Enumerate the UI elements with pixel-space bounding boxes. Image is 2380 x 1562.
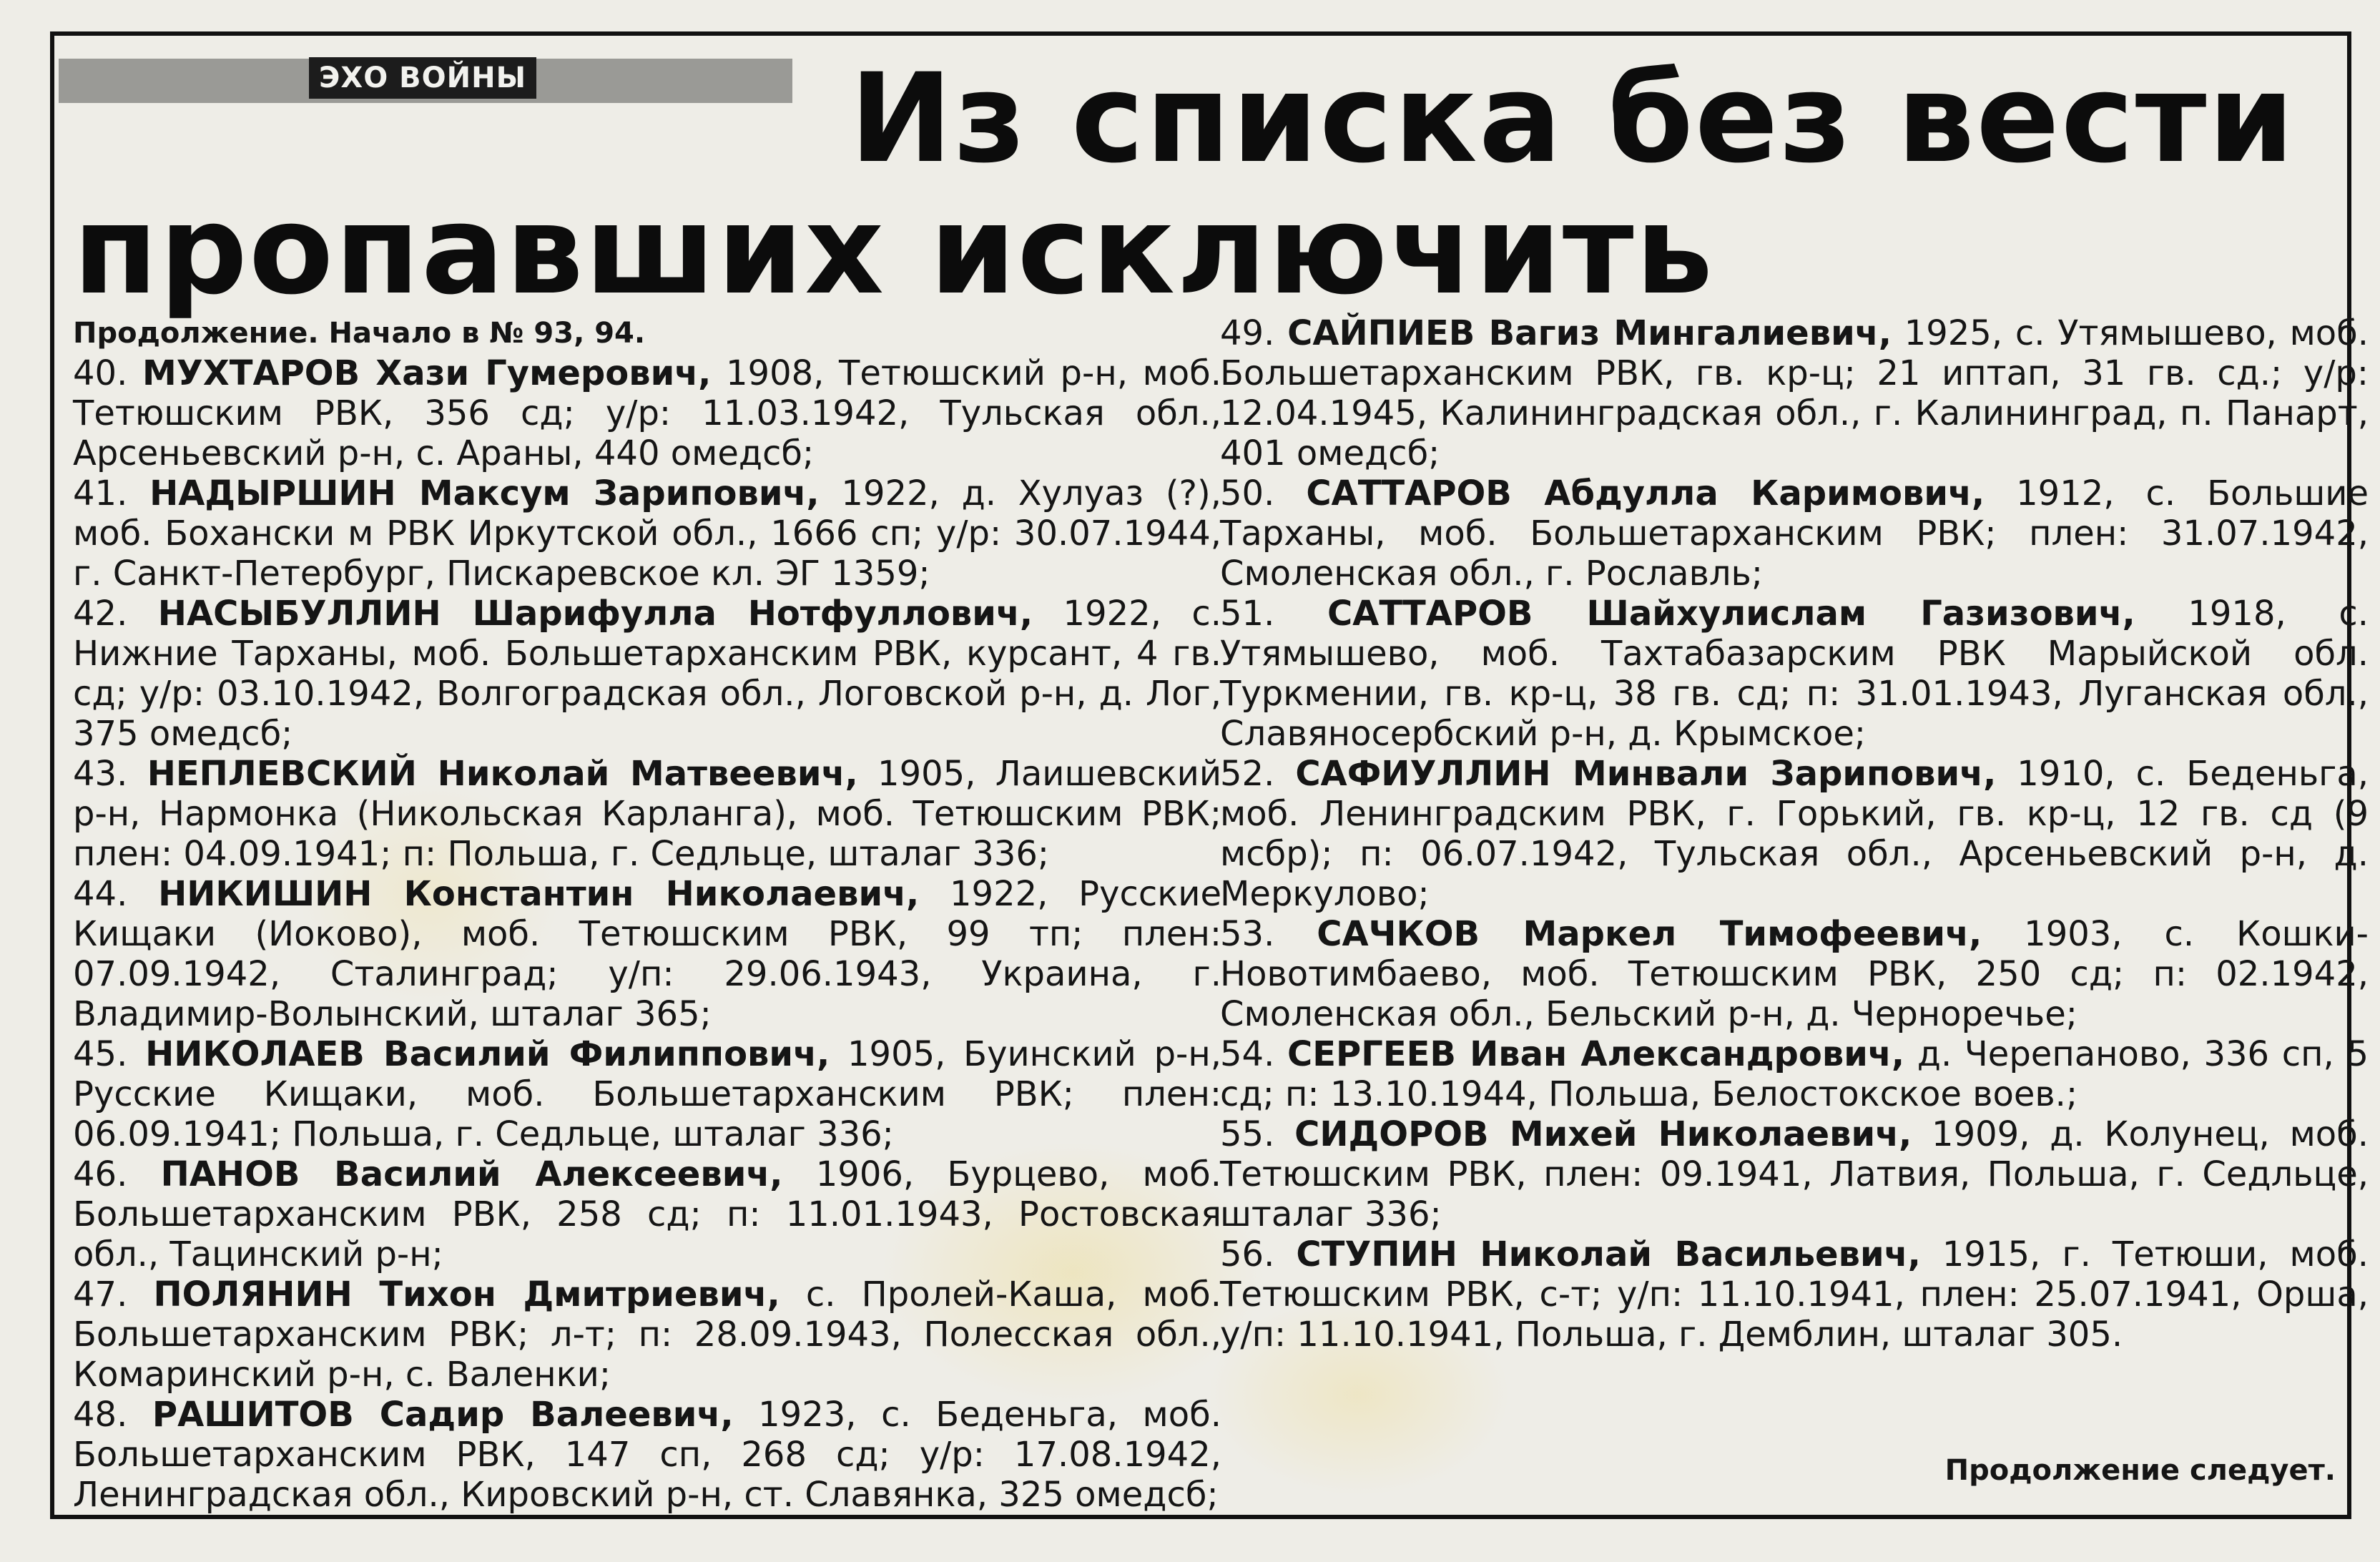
entry-40 — [73, 353, 1221, 473]
entry-50 — [1220, 473, 2369, 594]
entry-42 — [73, 594, 1221, 754]
entry-number: 42. — [73, 594, 128, 634]
entry-52 — [1220, 754, 2369, 914]
entry-number: 47. — [73, 1274, 128, 1315]
headline-line-1: Из списка без вести — [850, 46, 2296, 190]
entry-number: 51. — [1220, 594, 1275, 634]
entry-number: 41. — [73, 473, 128, 514]
entry-name: НЕПЛЕВСКИЙ Николай Матвеевич, — [147, 754, 858, 794]
entry-number: 50. — [1220, 473, 1275, 514]
entry-53 — [1220, 914, 2369, 1034]
entry-name: СТУПИН Николай Васильевич, — [1296, 1234, 1921, 1274]
entry-details: 1909, д. Колунец, моб. Тетюшским РВК, плен: 09.1941, Латвия, Польша, г. Седльце, шталаг 336; — [1220, 1114, 2369, 1234]
entry-details: 1922, Русские Кищаки (Иоково), моб. Тетюшским РВК, 99 тп; плен: 07.09.1942, Сталинград; у/п: 29.06.1943, Украина, г. Владимир-Волынский, шталаг 365; — [73, 874, 1222, 1034]
continued-note: Продолжение следует. — [1944, 1454, 2336, 1487]
entry-name: САФИУЛЛИН Минвали Зарипович, — [1295, 754, 1997, 794]
entry-54 — [1220, 1034, 2369, 1114]
entry-name: НИКОЛАЕВ Василий Филиппович, — [145, 1034, 830, 1074]
entry-44 — [73, 874, 1221, 1034]
entry-details: 1922, д. Хулуаз (?), моб. Бохански м РВК Иркутской обл., 1666 сп; у/р: 30.07.1944, г. Санкт-Петербург, Пискаревское кл. ЭГ 1359; — [73, 473, 1222, 594]
entry-name: САТТАРОВ Абдулла Каримович, — [1306, 473, 1985, 514]
entry-details: 1923, с. Беденьга, моб. Большетарханским РВК, 147 сп, 268 сд; у/р: 17.08.1942, Ленинградская обл., Кировский р-н, ст. Славянка, 325 омедсб; — [73, 1395, 1221, 1515]
entry-number: 44. — [73, 874, 128, 914]
entry-details: 1912, с. Большие Тарханы, моб. Большетарханским РВК; плен: 31.07.1942, Смоленская обл., г. Рославль; — [1220, 473, 2369, 594]
entry-number: 45. — [73, 1034, 128, 1074]
entry-details: 1905, Лаишевский р-н, Нармонка (Никольская Карланга), моб. Тетюшским РВК; плен: 04.09.1941; п: Польша, г. Седльце, шталаг 336; — [73, 754, 1222, 874]
column-right — [1220, 313, 2369, 1355]
entry-48 — [73, 1395, 1221, 1515]
entry-name: НИКИШИН Константин Николаевич, — [158, 874, 920, 914]
entry-details: 1908, Тетюшский р-н, моб. Тетюшским РВК, 356 сд; у/р: 11.03.1942, Тульская обл., Арсеньевский р-н, с. Араны, 440 омедсб; — [73, 353, 1222, 473]
entry-name: САЙПИЕВ Вагиз Мингалиевич, — [1287, 313, 1892, 353]
column-left — [73, 313, 1221, 1515]
entry-number: 43. — [73, 754, 128, 794]
entry-number: 55. — [1220, 1114, 1275, 1154]
entry-details: 1915, г. Тетюши, моб. Тетюшским РВК, с-т; у/п: 11.10.1941, плен: 25.07.1941, Орша, у/п: 11.10.1941, Польша, г. Демблин, шталаг 305. — [1220, 1234, 2369, 1355]
entry-number: 56. — [1220, 1234, 1275, 1274]
entry-details: с. Пролей-Каша, моб. Большетарханским РВК; л-т; п: 28.09.1943, Полесская обл., Комаринский р-н, с. Валенки; — [73, 1274, 1221, 1395]
entry-number: 49. — [1220, 313, 1275, 353]
entry-details: 1910, с. Беденьга, моб. Ленинградским РВК, г. Горький, гв. кр-ц, 12 гв. сд (9 мсбр); п: 06.07.1942, Тульская обл., Арсеньевский р-н, д. Меркулово; — [1220, 754, 2369, 914]
entry-number: 53. — [1220, 914, 1275, 954]
entry-name: ПОЛЯНИН Тихон Дмитриевич, — [153, 1274, 780, 1315]
entry-details: 1918, с. Утямышево, моб. Тахтабазарским РВК Марыйской обл. Туркмении, гв. кр-ц, 38 гв. сд; п: 31.01.1943, Луганская обл., Славяносербский р-н, д. Крымское; — [1220, 594, 2369, 754]
entry-45 — [73, 1034, 1221, 1154]
entry-name: СЕРГЕЕВ Иван Александрович, — [1287, 1034, 1905, 1074]
entry-details: 1905, Буинский р-н, Русские Кищаки, моб. Большетарханским РВК; плен: 06.09.1941; Польша, г. Седльце, шталаг 336; — [73, 1034, 1222, 1154]
entry-details: 1925, с. Утямышево, моб. Большетарханским РВК, гв. кр-ц; 21 иптап, 31 гв. сд.; у/р: 12.04.1945, Калининградская обл., г. Калининград, п. Панарт, 401 омедсб; — [1220, 313, 2369, 473]
entry-47 — [73, 1274, 1221, 1395]
entry-details: 1906, Бурцево, моб. Большетарханским РВК, 258 сд; п: 11.01.1943, Ростовская обл., Тацинский р-н; — [73, 1154, 1221, 1274]
entry-number: 48. — [73, 1395, 128, 1435]
entry-55 — [1220, 1114, 2369, 1234]
entry-number: 46. — [73, 1154, 128, 1194]
intro-note: Продолжение. Начало в № 93, 94. — [73, 317, 646, 350]
entry-46 — [73, 1154, 1221, 1274]
entry-number: 54. — [1220, 1034, 1275, 1074]
entry-name: САТТАРОВ Шайхулислам Газизович, — [1327, 594, 2135, 634]
entry-name: НАСЫБУЛЛИН Шарифулла Нотфуллович, — [157, 594, 1033, 634]
entry-51 — [1220, 594, 2369, 754]
headline-line-2: пропавших исключить — [73, 178, 1715, 322]
entries-right — [1220, 313, 2369, 1355]
rubric-label: ЭХО ВОЙНЫ — [309, 57, 536, 99]
entry-name: РАШИТОВ Садир Валеевич, — [152, 1395, 734, 1435]
entry-49 — [1220, 313, 2369, 473]
entry-name: НАДЫРШИН Максум Зарипович, — [149, 473, 820, 514]
entry-details: 1903, с. Кошки-Новотимбаево, моб. Тетюшским РВК, 250 сд; п: 02.1942, Смоленская обл., Бельский р-н, д. Черноречье; — [1220, 914, 2369, 1034]
entry-name: МУХТАРОВ Хази Гумерович, — [142, 353, 712, 393]
entry-name: ПАНОВ Василий Алексеевич, — [160, 1154, 783, 1194]
entry-name: САЧКОВ Маркел Тимофеевич, — [1317, 914, 1982, 954]
entry-41 — [73, 473, 1221, 594]
entry-details: д. Черепаново, 336 сп, 5 сд; п: 13.10.1944, Польша, Белостокское воев.; — [1220, 1034, 2369, 1114]
entry-name: СИДОРОВ Михей Николаевич, — [1294, 1114, 1912, 1154]
entry-56 — [1220, 1234, 2369, 1355]
entry-number: 40. — [73, 353, 128, 393]
entry-43 — [73, 754, 1221, 874]
entry-number: 52. — [1220, 754, 1275, 794]
entry-details: 1922, с. Нижние Тарханы, моб. Большетарханским РВК, курсант, 4 гв. сд; у/р: 03.10.1942, Волгоградская обл., Логовской р-н, д. Лог, 375 омедсб; — [73, 594, 1222, 754]
entries-left — [73, 353, 1221, 1515]
